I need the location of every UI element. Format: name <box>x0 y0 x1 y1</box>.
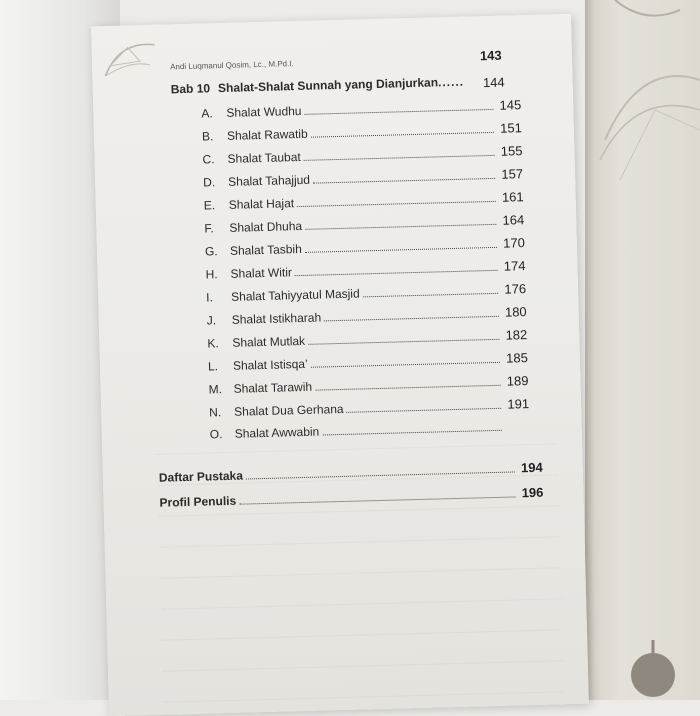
toc-entry-title: Shalat Witir <box>230 265 293 281</box>
ornament-icon <box>585 0 700 700</box>
toc-entry-letter: C. <box>202 152 215 167</box>
toc-entry[interactable] <box>208 373 528 396</box>
toc-entry-page: 161 <box>501 189 524 205</box>
toc-page <box>91 14 589 716</box>
dot-leader <box>305 247 497 253</box>
facing-page <box>585 0 700 700</box>
toc-entry-title: Shalat Tarawih <box>233 379 313 396</box>
toc-entry[interactable] <box>205 258 525 281</box>
dot-leader <box>311 132 494 138</box>
toc-entry[interactable] <box>205 235 525 258</box>
dot-leader <box>304 155 495 161</box>
dot-leader <box>313 178 495 184</box>
toc-entry-letter: A. <box>201 106 213 121</box>
toc-entry-page: 191 <box>507 396 530 412</box>
dot-leader <box>305 109 494 115</box>
toc-entry-page: 170 <box>502 235 526 251</box>
dot-leader <box>315 385 500 391</box>
toc-entry-letter: M. <box>208 382 223 397</box>
toc-entry-title: Shalat Mutlak <box>232 333 306 350</box>
toc-entry-title: Shalat Tasbih <box>229 241 302 258</box>
toc-entry-letter: N. <box>209 405 222 420</box>
toc-entry-label <box>204 219 302 236</box>
toc-entry-page: 155 <box>500 143 523 159</box>
dot-leader <box>311 362 500 368</box>
toc-entry-label <box>209 402 344 420</box>
toc-entry-page: 174 <box>503 258 526 274</box>
toc-entry-label <box>202 150 301 167</box>
toc-entry-title: Shalat Taubat <box>227 149 301 166</box>
toc-entry-title: Shalat Rawatib <box>226 126 308 143</box>
toc-entry-letter: I. <box>206 290 214 305</box>
toc-entry-letter: B. <box>201 129 214 144</box>
toc-entry-title: Shalat Tahajjud <box>227 172 311 189</box>
toc-entry-title: Shalat Tahiyyatul Masjid <box>230 286 360 304</box>
dot-leader <box>305 224 496 230</box>
toc-entry-page: 189 <box>506 373 529 389</box>
toc-entry-page: 157 <box>501 166 524 182</box>
toc-entry[interactable] <box>208 350 528 373</box>
toc-entry-page: 145 <box>499 97 522 113</box>
toc-entry-label <box>206 286 360 304</box>
toc-entry-page: 164 <box>502 212 525 228</box>
toc-entry-label <box>207 310 322 327</box>
toc-entry-letter: H. <box>205 267 218 282</box>
toc-entry-title: Daftar Pustaka <box>158 468 244 485</box>
chapter-page: 144 <box>482 74 505 91</box>
toc-entry[interactable] <box>206 281 526 304</box>
toc-entry-title: Shalat Hajat <box>228 196 295 212</box>
dot-leader <box>297 201 496 207</box>
toc-entry[interactable] <box>202 143 522 166</box>
chapter-number: Bab 10 <box>170 81 211 97</box>
toc-entry[interactable] <box>203 166 523 189</box>
chapter-title: Shalat-Shalat Sunnah yang Dianjurkan <box>217 75 439 96</box>
toc-entry-label <box>203 173 310 190</box>
toc-entry-title: Shalat Wudhu <box>226 103 302 120</box>
toc-entry-label <box>207 334 305 351</box>
toc-entry-page: 180 <box>504 304 527 320</box>
toc-entry-page <box>506 430 530 431</box>
toc-entry-label <box>208 357 308 374</box>
toc-entry-letter: J. <box>206 313 217 328</box>
chapter-page-row <box>480 74 520 90</box>
toc-entry-title: Shalat Awwabin <box>234 424 320 441</box>
toc-entry-letter: K. <box>207 336 219 351</box>
toc-entry-page: 196 <box>521 484 544 501</box>
toc-entry-title: Shalat Dhuha <box>229 218 303 235</box>
toc-entry-page: 151 <box>499 120 523 136</box>
header-author: Andi Luqmanul Qosim, Lc., M.Pd.I. <box>170 59 294 72</box>
dot-leader <box>324 316 499 322</box>
toc-entry-page: 182 <box>505 327 528 343</box>
toc-entry[interactable] <box>201 97 521 120</box>
toc-entry[interactable] <box>204 189 524 212</box>
toc-entry-page: 194 <box>520 459 543 476</box>
toc-entry-label <box>208 380 312 397</box>
toc-entry-page: 185 <box>505 350 529 366</box>
toc-entry-letter: O. <box>209 427 223 442</box>
corner-ornament-icon <box>99 35 160 87</box>
toc-entry-letter: L. <box>207 359 219 374</box>
toc-chapter-10[interactable] <box>171 74 505 97</box>
toc-entry[interactable] <box>209 396 529 419</box>
toc-entry-page: 176 <box>504 281 527 297</box>
dot-leader <box>363 293 498 298</box>
toc-entry-title: Profil Penulis <box>159 493 237 510</box>
toc-entry-letter: F. <box>204 221 214 236</box>
toc-entry-label <box>210 425 320 442</box>
toc-entry-title: Shalat Istisqa’ <box>232 356 308 373</box>
toc-entry-label <box>205 242 302 259</box>
page-number-prev: 143 <box>479 47 502 64</box>
toc-entry[interactable] <box>204 212 524 235</box>
toc-entry[interactable] <box>207 327 527 350</box>
toc-entry[interactable] <box>202 120 522 143</box>
toc-entry-label <box>205 265 292 281</box>
toc-entry[interactable] <box>207 304 527 327</box>
toc-entry-letter: E. <box>203 198 216 213</box>
toc-entry-title: Shalat Istikharah <box>231 310 322 327</box>
toc-entry-title: Shalat Dua Gerhana <box>234 401 344 419</box>
dot-leader <box>295 270 498 276</box>
toc-entry-label <box>201 104 302 121</box>
toc-entry-letter: G. <box>204 244 218 259</box>
dot-leader <box>347 408 502 413</box>
toc-entry-label <box>204 196 295 212</box>
chapter-dots: ...... <box>437 74 465 90</box>
toc-entry-letter: D. <box>202 175 216 190</box>
dot-leader <box>308 339 499 345</box>
toc-entry-label <box>202 127 308 144</box>
